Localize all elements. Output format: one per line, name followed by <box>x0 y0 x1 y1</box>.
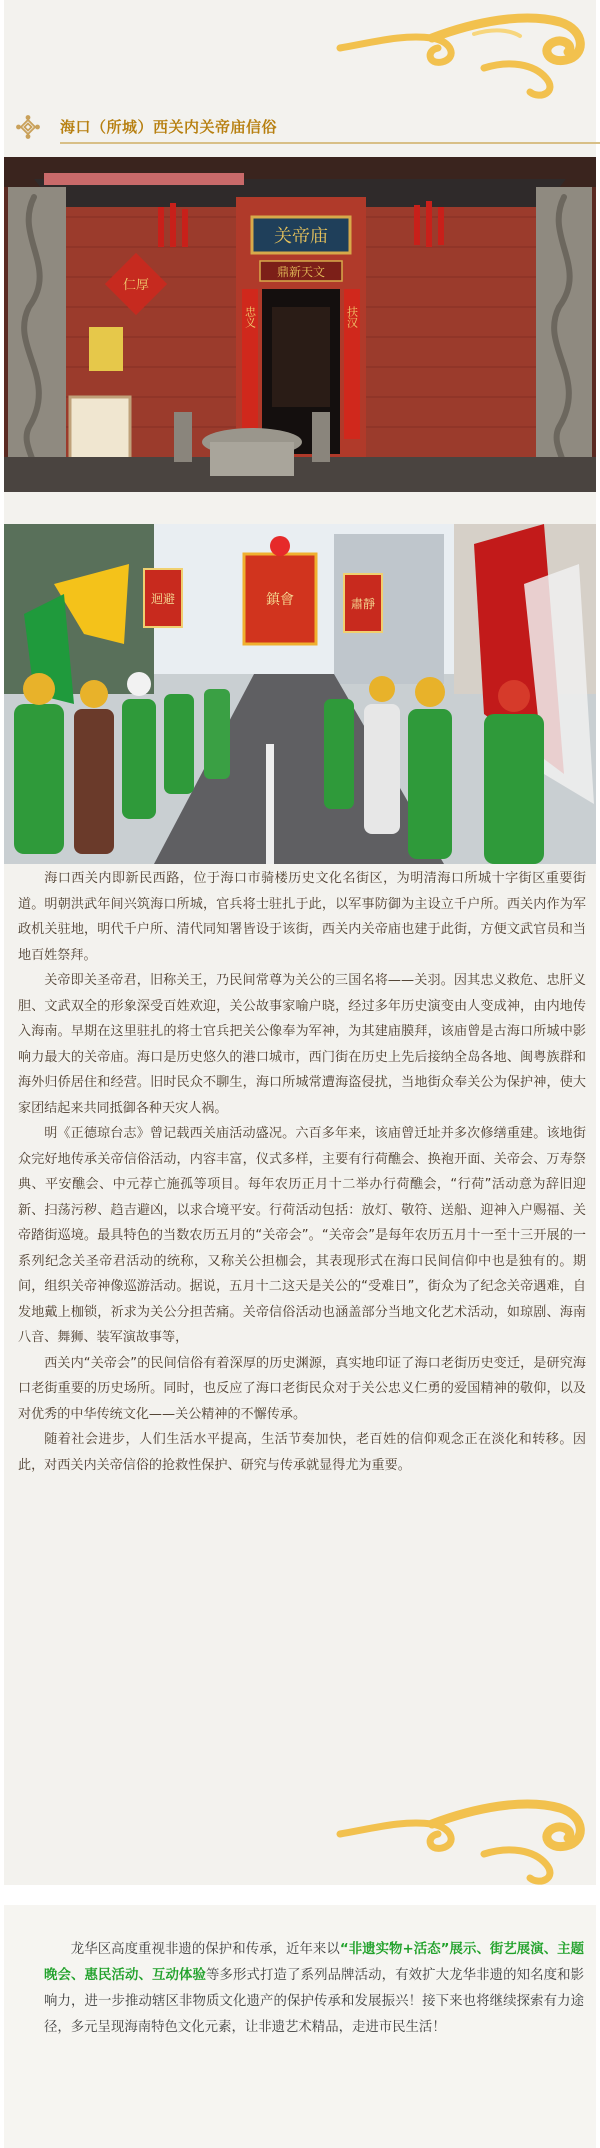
temple-plaque-text: 关帝庙 <box>274 226 328 247</box>
article-paragraph: 随着社会进步，人们生活水平提高，生活节奏加快，老百姓的信仰观念正在淡化和转移。因此，对西关内关帝信俗的抢救性保护、研究与传承就显得尤为重要。 <box>18 1432 586 1473</box>
footer-text-tail: 等多形式打造了系列品牌活动，有效扩大龙华非遗的知名度和影响力，进一步推动辖区非物质文化遗产的保护传承和发展振兴！接下来也将继续探索有力途径，多元呈现海南特色文化元素，让非遗艺术精品，走进市民生活！ <box>44 1968 585 2035</box>
gold-swirl-cloud-icon <box>334 1790 596 1886</box>
footer-highlight: “非遗实物+活态”展示、街艺展演、主题晚会、惠民活动、互动体验 <box>44 1942 584 1983</box>
article-body <box>18 866 586 1478</box>
footer-text-lead: 龙华区高度重视非遗的保护和传承，近年来以 <box>70 1942 340 1957</box>
article-paragraph: 明《正德琼台志》曾记载西关庙活动盛况。六百多年来，该庙曾迁址并多次修缮重建。该地街众完好地传承关帝信俗活动，内容丰富，仪式多样，主要有行荷醮会、换袍开面、关帝会、万寿祭典、平安醮会、中元荐亡施孤等项目。每年农历正月十二举办行荷醮会，“行荷”活动意为辞旧迎新、扫荡污秽、趋吉避凶，以求合境平安。行荷活动包括：放灯、敬符、送船、迎神入户赐福、关帝踏街巡境。最具特色的当数农历五月的“关帝会”。“关帝会”是每年农历五月十一至十三开展的一系列纪念关圣帝君活动的统称，又称关公担枷会，其表现形式在海口民间信仰中也是独有的。期间，组织关帝神像巡游活动。据说，五月十二这天是关公的“受难日”，街众为了纪念关帝遇难，自发地戴上枷锁，祈求为关公分担苦痛。关帝信俗活动也涵盖部分当地文化艺术活动，如琼剧、海南八音、舞狮、装军演故事等， <box>18 1126 586 1345</box>
header-divider <box>60 142 600 144</box>
procession-sign-right: 肅靜 <box>350 597 376 611</box>
temple-entrance-photo <box>4 157 596 492</box>
footer-paragraph <box>44 1937 584 2041</box>
couplet-right-text: 扶汉 <box>345 306 359 328</box>
section-title: 海口（所城）西关内关帝庙信俗 <box>60 118 278 136</box>
article-paragraph: 西关内“关帝会”的民间信俗有着深厚的历史渊源，真实地印证了海口老街历史变迁，是研究海口老街重要的历史场所。同时，也反应了海口老街民众对于关公忠义仁勇的爱国精神的敬仰，以及对优秀的中华传统文化——关公精神的不懈传承。 <box>18 1355 586 1422</box>
article-paragraph: 关帝即关圣帝君，旧称关王，乃民间常尊为关公的三国名将——关羽。因其忠义救危、忠肝义胆、文武双全的形象深受百姓欢迎，关公故事家喻户晓，经过多年历史演变由人变成神，由内地传入海南。早期在这里驻扎的将士官兵把关公像奉为军神，为其建庙膜拜，该庙曾是古海口所城中影响力最大的关帝庙。海口是历史悠久的港口城市，西门街在历史上先后接纳全岛各地、闽粤族群和海外归侨居住和经营。旧时民众不聊生，海口所城常遭海盗侵扰，当地街众奉关公为保护神，使大家团结起来共同抵御各种天灾人祸。 <box>18 973 586 1116</box>
section-header <box>16 108 592 144</box>
article-paragraph: 海口西关内即新民西路，位于海口市骑楼历史文化名街区，为明清海口所城十字街区重要街道。明朝洪武年间兴筑海口所城，官兵将士驻扎于此，以军事防御为主设立千户所。西关内作为军政机关驻地，明代千户所、清代同知署皆设于该街，西关内关帝庙也建于此街，方便文武官员和当地百姓祭拜。 <box>18 871 586 963</box>
procession-photo <box>4 524 596 864</box>
couplet-left-text: 忠义 <box>243 306 257 328</box>
gold-swirl-cloud-icon <box>334 4 596 100</box>
wall-sign-text: 仁厚 <box>122 278 150 293</box>
temple-lintel-text: 鼎新天文 <box>276 265 326 279</box>
procession-flag-text: 鎮會 <box>266 592 294 608</box>
chinese-knot-icon <box>16 115 40 139</box>
procession-sign-left: 迴避 <box>150 592 176 606</box>
